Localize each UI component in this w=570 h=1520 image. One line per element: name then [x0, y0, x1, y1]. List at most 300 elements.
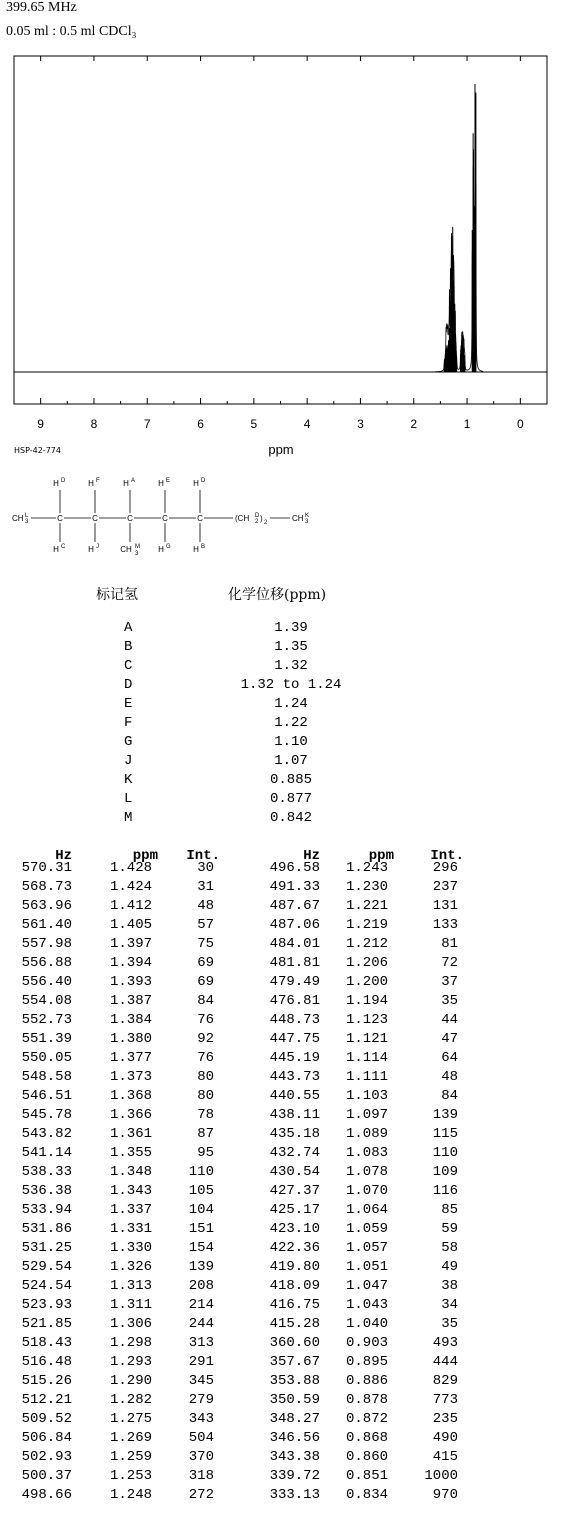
intensity-cell: 64: [441, 1050, 458, 1066]
bottom-h-sup-3: G: [166, 544, 171, 550]
intensity-cell: 116: [432, 1183, 458, 1199]
ppm-cell: 0.834: [345, 1487, 388, 1503]
peak-header-0: Hz: [55, 848, 72, 864]
x-tick-label-7: 2: [410, 417, 418, 431]
ppm-cell: 1.394: [109, 955, 152, 971]
hz-cell: 523.93: [21, 1297, 72, 1313]
ch3-right-sup: K: [305, 513, 310, 519]
ppm-cell: 0.872: [345, 1411, 388, 1427]
intensity-cell: 151: [188, 1221, 214, 1237]
assignment-label: L: [124, 791, 133, 807]
peak-row: [22, 955, 542, 971]
ppm-cell: 1.368: [109, 1088, 152, 1104]
assignment-row: [96, 753, 396, 772]
hz-cell: 516.48: [21, 1354, 72, 1370]
hz-cell: 506.84: [21, 1430, 72, 1446]
assignment-shift: 1.07: [274, 753, 308, 769]
peak-row: [22, 860, 542, 876]
chain-close: ): [260, 514, 263, 523]
top-h-sup-2: A: [131, 478, 136, 484]
peak-row: [22, 1449, 542, 1465]
hz-cell: 427.37: [269, 1183, 320, 1199]
hz-cell: 531.25: [21, 1240, 72, 1256]
assignment-shift: 0.877: [269, 791, 312, 807]
chain-n: 2: [264, 520, 268, 526]
hz-cell: 518.43: [21, 1335, 72, 1351]
top-h-3: H: [158, 479, 164, 488]
intensity-cell: 80: [197, 1069, 214, 1085]
hz-cell: 487.06: [269, 917, 320, 933]
intensity-cell: 370: [188, 1449, 214, 1465]
assignment-label: F: [124, 715, 133, 731]
peak-row: [22, 1088, 542, 1104]
ppm-cell: 0.851: [345, 1468, 388, 1484]
ppm-cell: 1.306: [109, 1316, 152, 1332]
ppm-cell: 1.405: [109, 917, 152, 933]
hz-cell: 554.08: [21, 993, 72, 1009]
peak-row: [22, 1012, 542, 1028]
peak-row: [22, 1164, 542, 1180]
assignment-row: [96, 772, 396, 791]
hz-cell: 548.58: [21, 1069, 72, 1085]
ppm-cell: 1.348: [109, 1164, 152, 1180]
ppm-cell: 1.337: [109, 1202, 152, 1218]
assignment-label: A: [124, 620, 133, 636]
hz-cell: 556.88: [21, 955, 72, 971]
intensity-cell: 318: [188, 1468, 214, 1484]
intensity-cell: 78: [197, 1107, 214, 1123]
ppm-cell: 1.366: [109, 1107, 152, 1123]
ppm-cell: 1.331: [109, 1221, 152, 1237]
peak-row: [22, 1335, 542, 1351]
hz-cell: 557.98: [21, 936, 72, 952]
intensity-cell: 47: [441, 1031, 458, 1047]
ppm-cell: 1.083: [345, 1145, 388, 1161]
hz-cell: 546.51: [21, 1088, 72, 1104]
hz-cell: 515.26: [21, 1373, 72, 1389]
spectrometer-frequency: 399.65 MHz: [6, 0, 77, 15]
intensity-cell: 49: [441, 1259, 458, 1275]
hz-cell: 418.09: [269, 1278, 320, 1294]
peak-row: [22, 1354, 542, 1370]
x-tick-label-8: 1: [463, 417, 471, 431]
ppm-cell: 1.243: [345, 860, 388, 876]
intensity-cell: 80: [197, 1088, 214, 1104]
peak-header-3: Hz: [303, 848, 320, 864]
intensity-cell: 133: [432, 917, 458, 933]
ppm-cell: 1.047: [345, 1278, 388, 1294]
peak-series: [14, 84, 547, 372]
ppm-cell: 1.078: [345, 1164, 388, 1180]
ppm-cell: 0.895: [345, 1354, 388, 1370]
ppm-cell: 1.253: [109, 1468, 152, 1484]
peak-row: [22, 1430, 542, 1446]
carbon-4: C: [197, 514, 203, 523]
assignment-row: [96, 696, 396, 715]
assignment-row: [96, 658, 396, 677]
ppm-cell: 0.868: [345, 1430, 388, 1446]
intensity-cell: 244: [188, 1316, 214, 1332]
intensity-cell: 48: [197, 898, 214, 914]
ppm-cell: 1.059: [345, 1221, 388, 1237]
ppm-cell: 1.330: [109, 1240, 152, 1256]
ppm-cell: 1.361: [109, 1126, 152, 1142]
intensity-cell: 84: [197, 993, 214, 1009]
hz-cell: 541.14: [21, 1145, 72, 1161]
ppm-cell: 1.259: [109, 1449, 152, 1465]
intensity-cell: 345: [188, 1373, 214, 1389]
intensity-cell: 139: [188, 1259, 214, 1275]
bottom-h-sup-1: J: [96, 544, 99, 550]
assignment-shift: 1.10: [274, 734, 308, 750]
intensity-cell: 31: [197, 879, 214, 895]
hz-cell: 484.01: [269, 936, 320, 952]
hz-cell: 419.80: [269, 1259, 320, 1275]
peak-header-2: Int.: [186, 848, 220, 864]
intensity-cell: 104: [188, 1202, 214, 1218]
peak-row: [22, 1297, 542, 1313]
x-tick-label-2: 7: [143, 417, 151, 431]
intensity-cell: 38: [441, 1278, 458, 1294]
ppm-cell: 1.040: [345, 1316, 388, 1332]
ppm-cell: 1.221: [345, 898, 388, 914]
carbon-2: C: [127, 514, 133, 523]
intensity-cell: 313: [188, 1335, 214, 1351]
ppm-cell: 1.424: [109, 879, 152, 895]
ppm-cell: 1.275: [109, 1411, 152, 1427]
assignment-shift: 1.22: [274, 715, 308, 731]
intensity-cell: 44: [441, 1012, 458, 1028]
ppm-cell: 1.293: [109, 1354, 152, 1370]
hz-cell: 350.59: [269, 1392, 320, 1408]
hz-cell: 343.38: [269, 1449, 320, 1465]
ppm-cell: 1.043: [345, 1297, 388, 1313]
hz-cell: 556.40: [21, 974, 72, 990]
intensity-cell: 75: [197, 936, 214, 952]
assignment-label: G: [124, 734, 133, 750]
peak-row: [22, 917, 542, 933]
intensity-cell: 504: [188, 1430, 214, 1446]
intensity-cell: 87: [197, 1126, 214, 1142]
hz-cell: 430.54: [269, 1164, 320, 1180]
peak-row: [22, 1392, 542, 1408]
hz-cell: 552.73: [21, 1012, 72, 1028]
assignment-label: K: [124, 772, 133, 788]
assignment-row: [96, 639, 396, 658]
top-h-0: H: [53, 479, 59, 488]
intensity-cell: 69: [197, 955, 214, 971]
intensity-cell: 76: [197, 1012, 214, 1028]
ppm-cell: 1.380: [109, 1031, 152, 1047]
assignment-row: [96, 677, 396, 696]
hz-cell: 536.38: [21, 1183, 72, 1199]
intensity-cell: 110: [188, 1164, 214, 1180]
intensity-cell: 291: [188, 1354, 214, 1370]
chain-sub: 2: [255, 519, 259, 525]
ppm-cell: 1.290: [109, 1373, 152, 1389]
assignment-label: D: [124, 677, 133, 693]
ppm-cell: 1.343: [109, 1183, 152, 1199]
ch3-right-sub: 3: [305, 519, 309, 525]
intensity-cell: 48: [441, 1069, 458, 1085]
bottom-h-2: CH: [120, 545, 132, 554]
hz-cell: 438.11: [269, 1107, 320, 1123]
hz-cell: 422.36: [269, 1240, 320, 1256]
intensity-cell: 296: [432, 860, 458, 876]
hz-cell: 360.60: [269, 1335, 320, 1351]
intensity-cell: 829: [432, 1373, 458, 1389]
ppm-cell: 1.194: [345, 993, 388, 1009]
x-axis-label: ppm: [268, 442, 294, 457]
assignment-shift: 0.885: [269, 772, 312, 788]
intensity-cell: 35: [441, 1316, 458, 1332]
hz-cell: 440.55: [269, 1088, 320, 1104]
intensity-cell: 105: [188, 1183, 214, 1199]
ppm-cell: 1.070: [345, 1183, 388, 1199]
intensity-cell: 37: [441, 974, 458, 990]
peak-row: [22, 879, 542, 895]
hz-cell: 481.81: [269, 955, 320, 971]
peak-row: [22, 936, 542, 952]
hz-cell: 448.73: [269, 1012, 320, 1028]
assignment-shift: 1.35: [274, 639, 308, 655]
hz-cell: 353.88: [269, 1373, 320, 1389]
intensity-cell: 773: [432, 1392, 458, 1408]
hz-cell: 551.39: [21, 1031, 72, 1047]
hz-cell: 447.75: [269, 1031, 320, 1047]
top-h-sup-4: D: [201, 478, 206, 484]
intensity-cell: 95: [197, 1145, 214, 1161]
hz-cell: 357.67: [269, 1354, 320, 1370]
hz-cell: 545.78: [21, 1107, 72, 1123]
peak-row: [22, 1145, 542, 1161]
peak-row: [22, 974, 542, 990]
hz-cell: 432.74: [269, 1145, 320, 1161]
ppm-cell: 1.326: [109, 1259, 152, 1275]
x-tick-label-1: 8: [90, 417, 98, 431]
intensity-cell: 115: [432, 1126, 458, 1142]
hz-cell: 498.66: [21, 1487, 72, 1503]
intensity-cell: 208: [188, 1278, 214, 1294]
assignment-label: M: [124, 810, 133, 826]
ppm-cell: 1.123: [345, 1012, 388, 1028]
peak-row: [22, 1050, 542, 1066]
peak-row: [22, 1183, 542, 1199]
hz-cell: 423.10: [269, 1221, 320, 1237]
intensity-cell: 970: [432, 1487, 458, 1503]
top-h-sup-1: F: [96, 478, 100, 484]
top-h-sup-0: D: [61, 478, 66, 484]
peak-row: [22, 1487, 542, 1503]
hz-cell: 543.82: [21, 1126, 72, 1142]
hz-cell: 529.54: [21, 1259, 72, 1275]
assignment-row: [96, 715, 396, 734]
ppm-cell: 1.212: [345, 936, 388, 952]
hz-cell: 502.93: [21, 1449, 72, 1465]
hz-cell: 521.85: [21, 1316, 72, 1332]
assignment-label: J: [124, 753, 133, 769]
peak-row: [22, 1411, 542, 1427]
ppm-cell: 1.373: [109, 1069, 152, 1085]
ppm-cell: 1.206: [345, 955, 388, 971]
hz-cell: 476.81: [269, 993, 320, 1009]
bottom-h-sup-4: B: [201, 544, 206, 550]
hz-cell: 443.73: [269, 1069, 320, 1085]
intensity-cell: 415: [432, 1449, 458, 1465]
assignment-label: E: [124, 696, 133, 712]
bottom-h-0: H: [53, 545, 59, 554]
assignment-label: C: [124, 658, 133, 674]
peak-row: [22, 1221, 542, 1237]
intensity-cell: 493: [432, 1335, 458, 1351]
intensity-cell: 81: [441, 936, 458, 952]
ppm-cell: 1.114: [345, 1050, 388, 1066]
ppm-cell: 1.057: [345, 1240, 388, 1256]
ppm-cell: 0.860: [345, 1449, 388, 1465]
hz-cell: 491.33: [269, 879, 320, 895]
intensity-cell: 76: [197, 1050, 214, 1066]
intensity-cell: 84: [441, 1088, 458, 1104]
ppm-cell: 1.298: [109, 1335, 152, 1351]
ppm-cell: 0.886: [345, 1373, 388, 1389]
assignment-row: [96, 810, 396, 829]
ppm-cell: 1.377: [109, 1050, 152, 1066]
peak-row: [22, 1468, 542, 1484]
hz-cell: 445.19: [269, 1050, 320, 1066]
top-h-2: H: [123, 479, 129, 488]
hz-cell: 531.86: [21, 1221, 72, 1237]
ppm-cell: 1.097: [345, 1107, 388, 1123]
peak-row: [22, 1069, 542, 1085]
intensity-cell: 272: [188, 1487, 214, 1503]
molecule-structure: [0, 470, 340, 565]
hz-cell: 333.13: [269, 1487, 320, 1503]
ch3-m-sub: 3: [135, 551, 139, 557]
intensity-cell: 30: [197, 860, 214, 876]
intensity-cell: 59: [441, 1221, 458, 1237]
sample-concentration: 0.05 ml : 0.5 ml CDCl₃: [6, 24, 137, 39]
intensity-cell: 139: [432, 1107, 458, 1123]
x-tick-label-6: 3: [357, 417, 364, 431]
x-tick-label-5: 4: [303, 417, 311, 431]
assignment-header-label: 标记氢: [96, 587, 138, 603]
hz-cell: 563.96: [21, 898, 72, 914]
ppm-cell: 1.111: [345, 1069, 388, 1085]
peak-row: [22, 1031, 542, 1047]
hz-cell: 561.40: [21, 917, 72, 933]
bottom-h-1: H: [88, 545, 94, 554]
ppm-cell: 1.355: [109, 1145, 152, 1161]
bottom-h-3: H: [158, 545, 164, 554]
assignment-shift: 1.24: [274, 696, 308, 712]
peak-row: [22, 993, 542, 1009]
intensity-cell: 154: [188, 1240, 214, 1256]
ppm-cell: 1.313: [109, 1278, 152, 1294]
peak-row: [22, 1126, 542, 1142]
ppm-cell: 1.428: [109, 860, 152, 876]
hz-cell: 568.73: [21, 879, 72, 895]
sample-code: HSP-42-774: [14, 446, 61, 455]
peak-row: [22, 1278, 542, 1294]
ch3-left-text: CH: [12, 514, 24, 523]
hz-cell: 533.94: [21, 1202, 72, 1218]
ppm-cell: 1.269: [109, 1430, 152, 1446]
peak-row: [22, 1373, 542, 1389]
hz-cell: 500.37: [21, 1468, 72, 1484]
ch3-left-sub: 3: [25, 519, 29, 525]
peak-row: [22, 1259, 542, 1275]
chain-sup: D: [255, 513, 260, 519]
intensity-cell: 85: [441, 1202, 458, 1218]
intensity-cell: 235: [432, 1411, 458, 1427]
assignment-shift: 1.39: [274, 620, 308, 636]
nmr-spectrum-chart: [0, 0, 570, 470]
assignment-shift: 1.32 to 1.24: [240, 677, 342, 693]
bottom-h-sup-0: C: [61, 544, 66, 550]
ppm-cell: 1.384: [109, 1012, 152, 1028]
hz-cell: 425.17: [269, 1202, 320, 1218]
intensity-cell: 69: [197, 974, 214, 990]
peak-row: [22, 1107, 542, 1123]
carbon-3: C: [162, 514, 168, 523]
top-h-1: H: [88, 479, 94, 488]
intensity-cell: 214: [188, 1297, 214, 1313]
assignment-row: [96, 734, 396, 753]
peak-row: [22, 1240, 542, 1256]
ppm-cell: 1.412: [109, 898, 152, 914]
intensity-cell: 72: [441, 955, 458, 971]
ppm-cell: 1.200: [345, 974, 388, 990]
assignment-row: [96, 791, 396, 810]
ppm-cell: 1.393: [109, 974, 152, 990]
intensity-cell: 444: [432, 1354, 458, 1370]
ppm-cell: 1.121: [345, 1031, 388, 1047]
intensity-cell: 35: [441, 993, 458, 1009]
x-tick-label-0: 9: [37, 417, 44, 431]
hz-cell: 346.56: [269, 1430, 320, 1446]
hz-cell: 496.58: [269, 860, 320, 876]
hz-cell: 550.05: [21, 1050, 72, 1066]
bottom-h-sup-2: M: [135, 544, 140, 550]
x-tick-label-4: 5: [250, 417, 258, 431]
hz-cell: 348.27: [269, 1411, 320, 1427]
carbon-0: C: [57, 514, 63, 523]
intensity-cell: 110: [432, 1145, 458, 1161]
peak-row: [22, 898, 542, 914]
intensity-cell: 343: [188, 1411, 214, 1427]
ch3-left-sup: L: [25, 513, 29, 519]
peak-header-5: Int.: [430, 848, 464, 864]
x-tick-label-9: 0: [517, 417, 524, 431]
ppm-cell: 1.103: [345, 1088, 388, 1104]
hz-cell: 512.21: [21, 1392, 72, 1408]
ppm-cell: 1.089: [345, 1126, 388, 1142]
top-h-4: H: [193, 479, 199, 488]
hz-cell: 487.67: [269, 898, 320, 914]
hz-cell: 415.28: [269, 1316, 320, 1332]
ppm-cell: 1.051: [345, 1259, 388, 1275]
hz-cell: 435.18: [269, 1126, 320, 1142]
hz-cell: 416.75: [269, 1297, 320, 1313]
assignment-shift: 1.32: [274, 658, 308, 674]
ppm-cell: 1.387: [109, 993, 152, 1009]
ppm-cell: 1.064: [345, 1202, 388, 1218]
ppm-cell: 0.878: [345, 1392, 388, 1408]
ppm-cell: 1.219: [345, 917, 388, 933]
ch3-right-text: CH: [292, 514, 304, 523]
plot-frame: [14, 56, 547, 404]
hz-cell: 339.72: [269, 1468, 320, 1484]
